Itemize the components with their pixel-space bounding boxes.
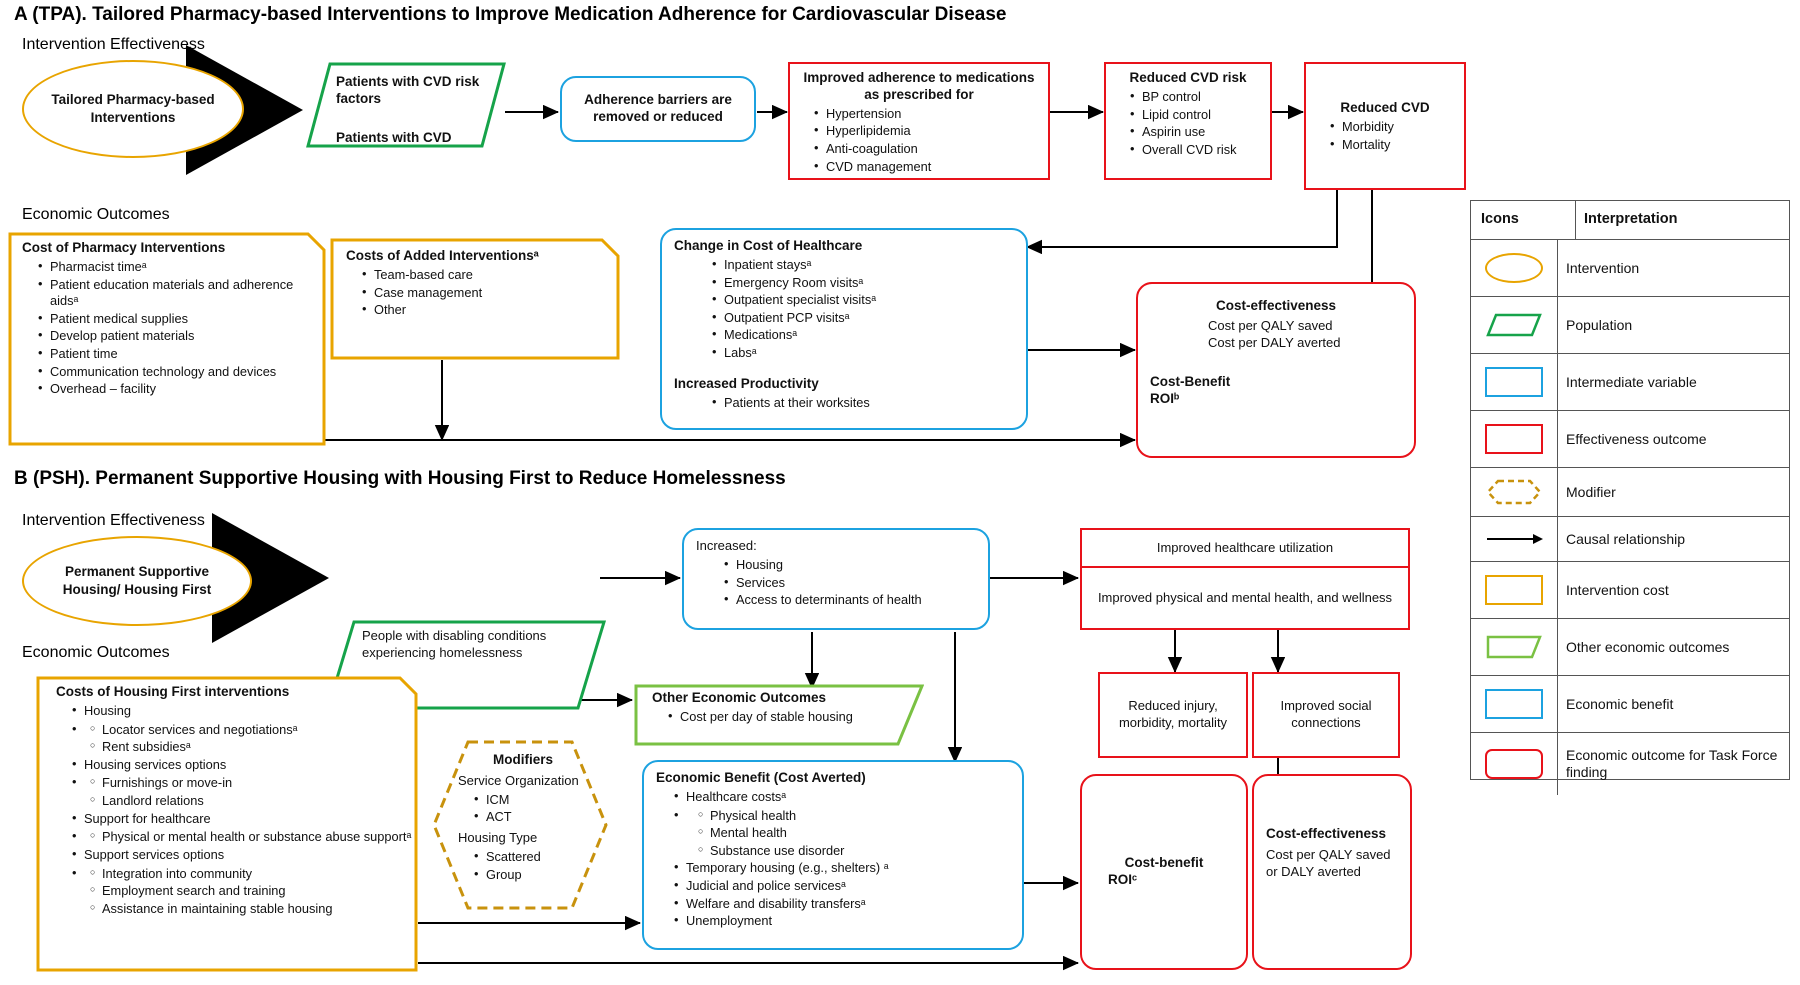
- legend-row-intermediate: [1471, 354, 1789, 411]
- list-item: • Cost per day of stable housing: [668, 709, 908, 726]
- legend-row-intervention: [1471, 240, 1789, 297]
- rectangle-red-icon: [1471, 411, 1558, 467]
- list-item: • Housing: [724, 557, 976, 574]
- legend-label: Intervention cost: [1566, 581, 1669, 598]
- legend-row-economic-benefit: [1471, 676, 1789, 733]
- list-item: • ICM: [474, 792, 588, 809]
- other-economic-outcomes-list: [652, 709, 908, 726]
- list-item: ○ • Locator services and negotiationsᵃ: [90, 722, 412, 739]
- legend-header-row: [1471, 201, 1789, 240]
- economic-benefit-list: [656, 789, 1010, 930]
- legend-label: Intervention: [1566, 259, 1640, 276]
- increased-title: Increased:: [696, 538, 757, 553]
- list-item: • Aspirin use: [1130, 124, 1262, 141]
- list-item: ○ • Furnishings or move-in: [90, 775, 412, 792]
- modifiers-sublist-1: [458, 792, 588, 826]
- list-item: • Other: [362, 302, 612, 319]
- list-item: ○ Substance use disorder: [698, 843, 1010, 860]
- population-psh-label: People with disabling conditions experiencing homelessness: [362, 628, 547, 660]
- list-item: • Labsᵃ: [712, 345, 1014, 362]
- modifiers-title: Modifiers: [492, 752, 553, 767]
- list-item: • Welfare and disability transfersᵃ: [674, 896, 1010, 913]
- list-item: • Develop patient materials: [38, 328, 318, 345]
- cost-benefit-b-box: [1080, 774, 1248, 970]
- list-item: • Team-based care: [362, 267, 612, 284]
- ellipse-orange-icon: [1471, 240, 1558, 296]
- reduced-injury-box: [1098, 672, 1248, 758]
- cost-effectiveness-b-body: Cost per QALY saved or DALY averted: [1266, 846, 1391, 879]
- list-item: • CVD management: [814, 159, 1040, 176]
- change-in-cost-list: [674, 257, 1014, 362]
- legend-row-intervention-cost: [1471, 562, 1789, 619]
- population-tpa: [306, 62, 506, 148]
- list-item: • Group: [474, 867, 588, 884]
- legend-row-modifier: [1471, 468, 1789, 517]
- improved-adherence-box: [788, 62, 1050, 180]
- legend-row-task-force: [1471, 733, 1789, 795]
- rounded-rectangle-red-icon: [1471, 733, 1558, 795]
- list-item: • Access to determinants of health: [724, 592, 976, 609]
- modifiers-line1: Service Organization: [458, 772, 579, 788]
- cost-effectiveness-b-box: [1252, 774, 1412, 970]
- reduced-cvd-box: [1304, 62, 1466, 190]
- rectangle-blue-thick-icon: [1471, 676, 1558, 732]
- reduced-cvd-risk-box: [1104, 62, 1272, 180]
- improved-health-label: Improved physical and mental health, and wellness: [1097, 589, 1393, 605]
- increased-productivity-list: [674, 395, 1014, 412]
- list-item: • Case management: [362, 285, 612, 302]
- legend-row-other-economic: [1471, 619, 1789, 676]
- change-in-cost-box: [660, 228, 1028, 430]
- improved-social-box: [1252, 672, 1400, 758]
- list-item: • Scattered: [474, 849, 588, 866]
- intervention-psh: [22, 536, 252, 626]
- list-item: • Outpatient PCP visitsᵃ: [712, 310, 1014, 327]
- cost-benefit-b-roi: ROIᶜ: [1108, 872, 1138, 887]
- list-item: • Communication technology and devices: [38, 364, 318, 381]
- reduced-cvd-list: [1314, 119, 1456, 153]
- list-item: • Patient medical supplies: [38, 311, 318, 328]
- list-item: • Patient time: [38, 346, 318, 363]
- list-item: • BP control: [1130, 89, 1262, 106]
- improved-utilization-box: [1080, 528, 1410, 568]
- legend-row-effectiveness: [1471, 411, 1789, 468]
- list-item: • Support services options: [72, 847, 412, 864]
- panel-b-title: B (PSH). Permanent Supportive Housing with Housing First to Reduce Homelessness: [14, 468, 786, 489]
- cost-benefit-a-roi: ROIᵇ: [1150, 390, 1180, 406]
- legend-row-causal: [1471, 517, 1789, 562]
- change-in-cost-title: Change in Cost of Healthcare: [674, 238, 863, 253]
- hexagon-dashed-orange-icon: [1471, 468, 1558, 516]
- cost-effectiveness-a-box: [1136, 282, 1416, 458]
- costs-of-added-list: [346, 267, 612, 319]
- list-item: • Morbidity: [1330, 119, 1456, 136]
- legend-label: Intermediate variable: [1566, 373, 1697, 390]
- cost-of-pharmacy-list: [22, 259, 318, 398]
- arrow-icon: [1471, 517, 1558, 561]
- list-item: ○ • Physical health: [698, 808, 1010, 825]
- improved-utilization-label: Improved healthcare utilization: [1156, 539, 1334, 555]
- list-item: ○ Rent subsidiesᵃ: [90, 739, 412, 756]
- list-item: • Healthcare costsᵃ: [674, 789, 1010, 806]
- improved-adherence-title: Improved adherence to medications as prescribed for: [803, 70, 1035, 102]
- reduced-cvd-risk-list: [1114, 89, 1262, 159]
- list-item: ○ Employment search and training: [90, 883, 412, 900]
- other-economic-outcomes-title: Other Economic Outcomes: [652, 690, 827, 705]
- reduced-cvd-title: Reduced CVD: [1340, 100, 1430, 115]
- legend-label: Causal relationship: [1566, 530, 1686, 547]
- cost-of-pharmacy-box: [8, 232, 326, 446]
- list-item: • Temporary housing (e.g., shelters) ᵃ: [674, 860, 1010, 877]
- legend-label: Effectiveness outcome: [1566, 430, 1707, 447]
- list-item: • Services: [724, 575, 976, 592]
- economic-benefit-title: Economic Benefit (Cost Averted): [656, 770, 866, 785]
- other-economic-outcomes-box: [634, 684, 924, 746]
- list-item: • Hypertension: [814, 106, 1040, 123]
- list-item: • Inpatient staysᵃ: [712, 257, 1014, 274]
- list-item: • Overhead – facility: [38, 381, 318, 398]
- improved-health-box: [1080, 566, 1410, 630]
- panel-b-effectiveness-label: Intervention Effectiveness: [22, 512, 205, 529]
- list-item: • Judicial and police servicesᵃ: [674, 878, 1010, 895]
- list-item: • Patient education materials and adherence aidsᵃ: [38, 277, 318, 310]
- list-item: ○ • Integration into community: [90, 866, 412, 883]
- economic-benefit-box: [642, 760, 1024, 950]
- list-item: • Emergency Room visitsᵃ: [712, 275, 1014, 292]
- rectangle-orange-icon: [1471, 562, 1558, 618]
- list-item: • Medicationsᵃ: [712, 327, 1014, 344]
- improved-social-label: Improved social connections: [1280, 698, 1372, 730]
- list-item: • Pharmacist timeᵃ: [38, 259, 318, 276]
- list-item: • Patients at their worksites: [712, 395, 1014, 412]
- intervention-tpa-label: Tailored Pharmacy-based Interventions: [51, 92, 215, 125]
- population-tpa-line2: Patients with CVD: [336, 129, 452, 145]
- trapezoid-green-icon: [1471, 619, 1558, 675]
- legend-header-interpretation: Interpretation: [1584, 211, 1678, 228]
- list-item: • Hyperlipidemia: [814, 123, 1040, 140]
- list-item: ○ Assistance in maintaining stable housing: [90, 901, 412, 918]
- list-item: • Housing: [72, 703, 412, 720]
- cost-of-pharmacy-title: Cost of Pharmacy Interventions: [22, 240, 226, 255]
- costs-housing-first-list: [56, 703, 412, 918]
- reduced-injury-label: Reduced injury, morbidity, mortality: [1118, 698, 1228, 730]
- population-tpa-line1: Patients with CVD risk factors: [336, 74, 480, 106]
- legend-label: Population: [1566, 316, 1633, 333]
- list-item: • Housing services options: [72, 757, 412, 774]
- modifiers-sublist-2: [458, 849, 588, 883]
- costs-of-added-interventions-box: [330, 238, 620, 360]
- list-item: ○ Mental health: [698, 825, 1010, 842]
- intervention-psh-label: Permanent Supportive Housing/ Housing First: [62, 564, 212, 597]
- panel-b-economic-label: Economic Outcomes: [22, 644, 170, 661]
- list-item: ○ • Physical or mental health or substance abuse supportᵃ: [90, 829, 412, 846]
- legend-row-population: [1471, 297, 1789, 354]
- list-item: • ACT: [474, 809, 588, 826]
- modifiers-box: [432, 740, 608, 910]
- panel-a-economic-label: Economic Outcomes: [22, 206, 170, 223]
- increased-productivity-title: Increased Productivity: [674, 375, 819, 391]
- modifiers-line2: Housing Type: [458, 830, 538, 846]
- costs-of-added-title: Costs of Added Interventionsᵃ: [346, 248, 539, 263]
- cost-effectiveness-a-item-1: Cost per DALY averted: [1208, 334, 1341, 350]
- costs-housing-first-box: [36, 676, 418, 972]
- adherence-barriers-label: Adherence barriers are removed or reduced: [584, 92, 732, 124]
- legend-label: Modifier: [1566, 483, 1616, 500]
- list-item: • Anti-coagulation: [814, 141, 1040, 158]
- legend-label: Economic outcome for Task Force finding: [1566, 747, 1778, 780]
- increased-list: [696, 557, 976, 609]
- costs-housing-first-title: Costs of Housing First interventions: [56, 684, 290, 699]
- cost-benefit-b-title: Cost-benefit: [1124, 855, 1204, 871]
- legend: [1470, 200, 1790, 780]
- panel-a-title: A (TPA). Tailored Pharmacy-based Interventions to Improve Medication Adherence for Cardiovascular Disease: [14, 4, 1007, 25]
- reduced-cvd-risk-title: Reduced CVD risk: [1129, 70, 1247, 85]
- list-item: • Support for healthcare: [72, 811, 412, 828]
- increased-box: [682, 528, 990, 630]
- cost-effectiveness-b-title: Cost-effectiveness: [1266, 826, 1387, 841]
- list-item: • Lipid control: [1130, 107, 1262, 124]
- cost-effectiveness-a-title: Cost-effectiveness: [1215, 298, 1337, 313]
- intervention-tpa: [22, 60, 244, 158]
- rectangle-blue-icon: [1471, 354, 1558, 410]
- list-item: • Unemployment: [674, 913, 1010, 930]
- list-item: ○ Landlord relations: [90, 793, 412, 810]
- legend-header-icons: Icons: [1471, 201, 1576, 239]
- improved-adherence-list: [798, 106, 1040, 176]
- legend-label: Economic benefit: [1566, 695, 1674, 712]
- cost-benefit-a-title: Cost-Benefit: [1150, 373, 1231, 389]
- cost-effectiveness-a-item-0: Cost per QALY saved: [1208, 317, 1333, 333]
- panel-a-effectiveness-label: Intervention Effectiveness: [22, 36, 205, 53]
- list-item: • Mortality: [1330, 137, 1456, 154]
- parallelogram-green-icon: [1471, 297, 1558, 353]
- adherence-barriers-box: [560, 76, 756, 142]
- list-item: • Outpatient specialist visitsᵃ: [712, 292, 1014, 309]
- legend-label: Other economic outcomes: [1566, 638, 1730, 655]
- list-item: • Overall CVD risk: [1130, 142, 1262, 159]
